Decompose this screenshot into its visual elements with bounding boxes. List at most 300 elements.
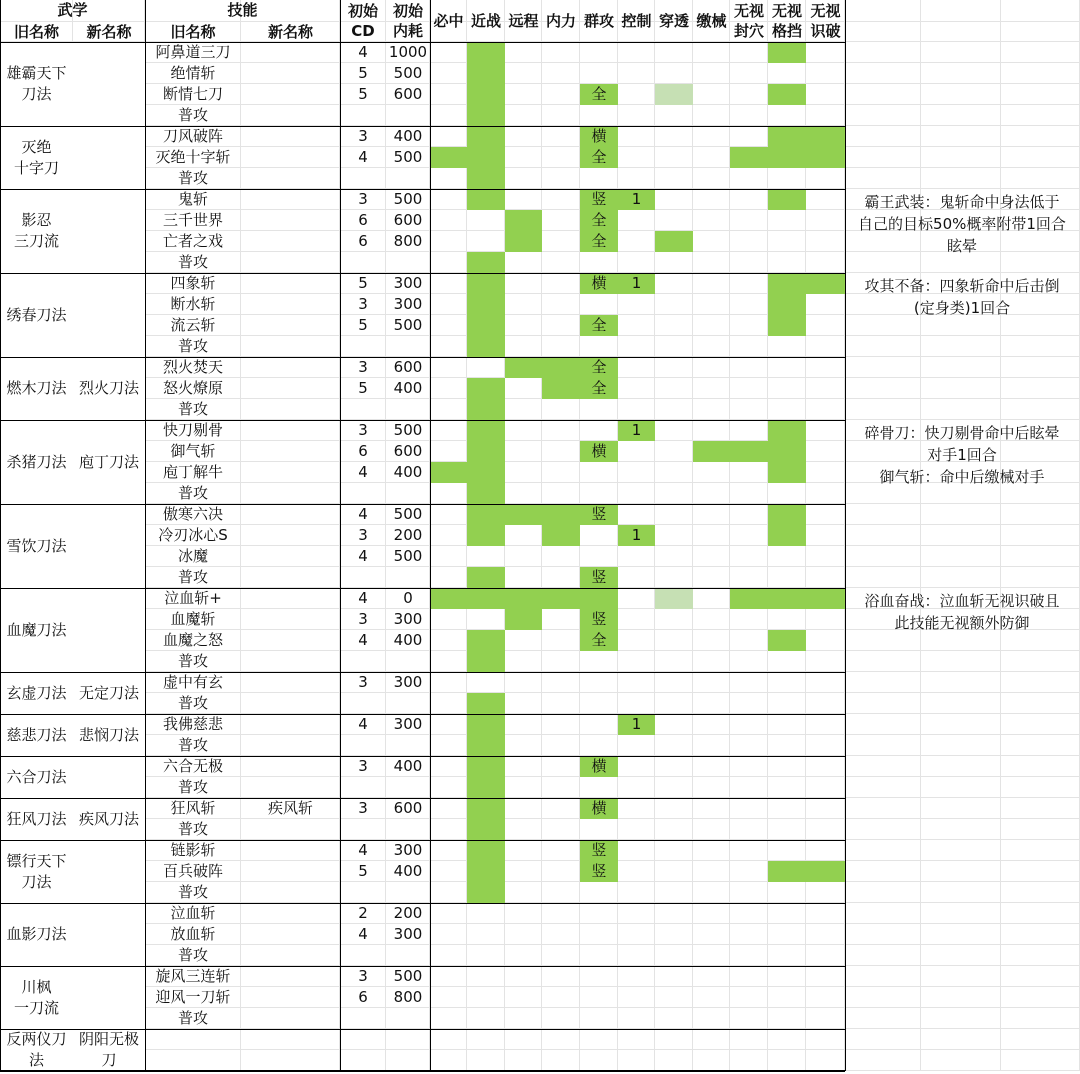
skill-cd: 5 <box>358 85 368 103</box>
flag-cell <box>505 588 542 609</box>
grid-cell <box>1001 378 1080 399</box>
grid-cell <box>655 609 693 630</box>
grid-cell <box>768 105 806 126</box>
grid-cell <box>655 945 693 966</box>
grid-cell <box>768 210 806 231</box>
skill-old-name: 普攻 <box>177 169 208 187</box>
grid-cell <box>693 588 730 609</box>
grid-cell <box>580 462 618 483</box>
grid-cell <box>618 924 655 945</box>
grid-cell <box>618 63 655 84</box>
skill-neihao: 500 <box>393 547 423 565</box>
skill-cd <box>340 945 386 966</box>
flag-cell <box>467 378 505 399</box>
grid-cell <box>542 63 580 84</box>
grid-cell <box>542 924 580 945</box>
skill-new-name <box>241 147 340 168</box>
grid-cell <box>921 567 1001 588</box>
grid-cell <box>1001 63 1080 84</box>
border-line <box>0 798 845 799</box>
header-flag: 远程 <box>508 12 539 30</box>
flag-cell <box>467 861 505 882</box>
martial-new-name <box>73 840 145 903</box>
flag-cell: 竖 <box>580 861 618 882</box>
grid-cell <box>730 420 768 441</box>
flag-cell <box>730 588 768 609</box>
grid-cell <box>768 903 806 924</box>
skill-cd: 6 <box>358 988 368 1006</box>
flag-cell <box>467 882 505 903</box>
grid-cell <box>806 504 845 525</box>
flag-cell <box>467 168 505 189</box>
grid-cell <box>505 63 542 84</box>
skill-cd: 3 <box>358 526 368 544</box>
flag-cell: 竖 <box>580 567 618 588</box>
flag-cell: 全 <box>580 378 618 399</box>
grid-cell <box>618 903 655 924</box>
martial-new-name: 疾风刀法 <box>73 798 145 840</box>
flag-cell <box>542 588 580 609</box>
grid-cell <box>693 126 730 147</box>
grid-cell <box>806 168 845 189</box>
flag-cell <box>542 525 580 546</box>
grid-cell <box>542 861 580 882</box>
grid-cell <box>845 798 921 819</box>
skill-old-name: 阿鼻道三刀 <box>155 43 231 61</box>
skill-old-name: 放血斩 <box>170 925 216 943</box>
grid-cell <box>430 378 467 399</box>
grid-cell <box>1001 84 1080 105</box>
flag-cell <box>467 819 505 840</box>
skill-old-name: 灭绝十字斩 <box>155 148 231 166</box>
grid-cell <box>467 1050 505 1071</box>
grid-cell <box>730 903 768 924</box>
grid-cell <box>1001 819 1080 840</box>
grid-cell <box>768 945 806 966</box>
flag-cell <box>542 357 580 378</box>
grid-cell <box>806 42 845 63</box>
header-flag: 内力 <box>545 12 576 30</box>
grid-cell <box>542 630 580 651</box>
grid-cell <box>430 189 467 210</box>
martial-old-name: 血影刀法 <box>0 903 73 966</box>
grid-cell <box>730 189 768 210</box>
grid-cell <box>1001 840 1080 861</box>
grid-cell <box>921 735 1001 756</box>
skill-old-name: 虚中有玄 <box>162 673 223 691</box>
grid-cell <box>618 147 655 168</box>
skill-new-name <box>241 735 340 756</box>
grid-cell <box>768 777 806 798</box>
skill-new-name <box>241 441 340 462</box>
grid-cell <box>845 378 921 399</box>
grid-cell <box>430 273 467 294</box>
grid-cell <box>693 420 730 441</box>
skill-new-name <box>241 483 340 504</box>
grid-cell <box>430 294 467 315</box>
flag-cell <box>467 504 505 525</box>
skill-cd: 4 <box>358 925 368 943</box>
grid-cell <box>1001 861 1080 882</box>
grid-cell <box>655 777 693 798</box>
grid-cell <box>1001 651 1080 672</box>
flag-cell <box>505 504 542 525</box>
flag-cell <box>768 273 806 294</box>
grid-cell <box>768 567 806 588</box>
grid-cell <box>467 357 505 378</box>
grid-cell <box>618 882 655 903</box>
grid-cell <box>580 399 618 420</box>
skill-old-name: 旋风三连斩 <box>155 967 231 985</box>
grid-cell <box>505 42 542 63</box>
grid-cell <box>730 504 768 525</box>
skill-neihao <box>386 567 430 588</box>
skill-new-name <box>241 525 340 546</box>
skill-neihao: 300 <box>393 673 423 691</box>
grid-cell <box>693 147 730 168</box>
skill-cd: 2 <box>358 904 368 922</box>
skill-cd: 6 <box>358 232 368 250</box>
grid-cell <box>655 189 693 210</box>
grid-cell <box>921 903 1001 924</box>
grid-cell <box>655 1008 693 1029</box>
flag-cell: 全 <box>580 315 618 336</box>
grid-cell <box>921 357 1001 378</box>
martial-old-name: 杀猪刀法 <box>0 420 73 504</box>
grid-cell <box>618 609 655 630</box>
grid-cell <box>655 966 693 987</box>
grid-cell <box>580 420 618 441</box>
flag-cell <box>505 231 542 252</box>
grid-cell <box>467 672 505 693</box>
grid-cell <box>921 987 1001 1008</box>
grid-cell <box>542 252 580 273</box>
skill-old-name: 流云斩 <box>170 316 216 334</box>
skill-old-name: 普攻 <box>177 694 208 712</box>
skill-neihao: 800 <box>393 232 423 250</box>
flag-cell: 横 <box>580 756 618 777</box>
grid-cell <box>693 231 730 252</box>
header-flag: 近战 <box>470 12 501 30</box>
grid-cell <box>730 1008 768 1029</box>
grid-cell <box>542 651 580 672</box>
grid-cell <box>921 882 1001 903</box>
skill-neihao: 400 <box>393 862 423 880</box>
grid-cell <box>430 63 467 84</box>
grid-cell <box>921 22 1001 42</box>
grid-cell <box>845 840 921 861</box>
grid-cell <box>768 63 806 84</box>
martial-old-name: 反两仪刀 法 <box>0 1029 73 1071</box>
grid-cell <box>430 609 467 630</box>
skill-neihao: 500 <box>393 190 423 208</box>
flag-cell <box>768 462 806 483</box>
flag-cell <box>467 336 505 357</box>
skill-new-name <box>241 84 340 105</box>
border-line <box>430 0 431 1071</box>
skill-new-name <box>241 336 340 357</box>
grid-cell <box>845 504 921 525</box>
grid-cell <box>730 756 768 777</box>
grid-cell <box>542 105 580 126</box>
grid-cell <box>693 819 730 840</box>
grid-cell <box>542 462 580 483</box>
skill-neihao <box>386 336 430 357</box>
skill-cd: 3 <box>358 127 368 145</box>
grid-cell <box>542 189 580 210</box>
skill-old-name: 普攻 <box>177 778 208 796</box>
flag-cell: 竖 <box>580 504 618 525</box>
grid-cell <box>806 294 845 315</box>
flag-cell <box>467 105 505 126</box>
skill-old-name: 普攻 <box>177 1009 208 1027</box>
grid-cell <box>768 1050 806 1071</box>
grid-cell <box>580 525 618 546</box>
flag-cell <box>467 777 505 798</box>
grid-cell <box>580 987 618 1008</box>
grid-cell <box>730 210 768 231</box>
grid-cell <box>655 357 693 378</box>
grid-cell <box>580 882 618 903</box>
skill-new-name <box>241 903 340 924</box>
flag-cell <box>806 147 845 168</box>
grid-cell <box>580 105 618 126</box>
skill-new-name <box>241 357 340 378</box>
flag-cell <box>430 588 467 609</box>
martial-new-name: 烈火刀法 <box>73 357 145 420</box>
grid-cell <box>730 882 768 903</box>
border-line <box>0 273 845 274</box>
grid-cell <box>655 798 693 819</box>
grid-cell <box>655 168 693 189</box>
skill-cd <box>340 777 386 798</box>
grid-cell <box>921 504 1001 525</box>
grid-cell <box>618 252 655 273</box>
grid-cell <box>618 735 655 756</box>
grid-cell <box>430 441 467 462</box>
flag-cell <box>768 189 806 210</box>
grid-cell <box>806 1050 845 1071</box>
flag-cell <box>768 525 806 546</box>
skill-cd: 3 <box>358 295 368 313</box>
grid-cell <box>655 315 693 336</box>
grid-cell <box>618 399 655 420</box>
skill-old-name: 断水斩 <box>170 295 216 313</box>
grid-cell <box>430 966 467 987</box>
grid-cell <box>921 63 1001 84</box>
grid-cell <box>430 693 467 714</box>
skill-cd: 3 <box>358 358 368 376</box>
skill-neihao <box>386 483 430 504</box>
grid-cell <box>693 798 730 819</box>
skill-cd: 5 <box>358 274 368 292</box>
grid-cell <box>845 1008 921 1029</box>
grid-cell <box>693 378 730 399</box>
grid-cell <box>655 273 693 294</box>
flag-cell <box>505 210 542 231</box>
grid-cell <box>921 756 1001 777</box>
header-cd: 初始 CD <box>347 2 378 40</box>
skill-neihao: 1000 <box>388 43 428 61</box>
grid-cell <box>806 546 845 567</box>
grid-cell <box>655 819 693 840</box>
grid-cell <box>768 609 806 630</box>
skill-cd: 3 <box>358 610 368 628</box>
flag-cell: 全 <box>580 357 618 378</box>
flag-cell <box>655 588 693 609</box>
skill-new-name <box>241 609 340 630</box>
skill-new-name <box>241 987 340 1008</box>
grid-cell <box>806 399 845 420</box>
skill-old-name <box>145 1050 241 1071</box>
flag-cell: 1 <box>618 420 655 441</box>
grid-cell <box>730 1029 768 1050</box>
grid-cell <box>542 735 580 756</box>
flag-cell <box>730 441 768 462</box>
grid-cell <box>430 504 467 525</box>
border-line <box>0 504 845 505</box>
grid-cell <box>430 861 467 882</box>
martial-old-name: 绣春刀法 <box>0 273 73 357</box>
grid-cell <box>768 378 806 399</box>
grid-cell <box>655 504 693 525</box>
flag-cell: 竖 <box>580 189 618 210</box>
skill-neihao: 300 <box>393 295 423 313</box>
grid-cell <box>693 210 730 231</box>
martial-new-name: 悲悯刀法 <box>73 714 145 756</box>
header-flag: 群攻 <box>583 12 614 30</box>
grid-cell <box>845 819 921 840</box>
skill-old-name: 迎风一刀斩 <box>155 988 231 1006</box>
flag-cell: 全 <box>580 147 618 168</box>
skill-old-name: 傲寒六决 <box>162 505 223 523</box>
grid-cell <box>1001 798 1080 819</box>
border-line <box>0 966 845 967</box>
header-flag: 穿透 <box>658 12 689 30</box>
skill-neihao: 500 <box>393 316 423 334</box>
border-line <box>0 126 845 127</box>
grid-cell <box>1001 42 1080 63</box>
grid-cell <box>1001 126 1080 147</box>
grid-cell <box>768 399 806 420</box>
martial-new-name <box>73 756 145 798</box>
grid-cell <box>693 567 730 588</box>
flag-cell <box>542 378 580 399</box>
flag-cell <box>467 714 505 735</box>
grid-cell <box>845 525 921 546</box>
grid-cell <box>806 315 845 336</box>
grid-cell <box>845 357 921 378</box>
skill-new-name <box>241 378 340 399</box>
skill-cd <box>340 651 386 672</box>
grid-cell <box>505 147 542 168</box>
flag-cell <box>467 651 505 672</box>
grid-cell <box>430 819 467 840</box>
grid-cell <box>921 798 1001 819</box>
grid-cell <box>430 315 467 336</box>
skill-cd: 6 <box>358 211 368 229</box>
grid-cell <box>806 525 845 546</box>
grid-cell <box>921 945 1001 966</box>
grid-cell <box>730 399 768 420</box>
skill-old-name: 泣血斩+ <box>164 589 222 607</box>
grid-cell <box>806 1029 845 1050</box>
skill-old-name: 普攻 <box>177 652 208 670</box>
grid-cell <box>580 714 618 735</box>
grid-cell <box>845 168 921 189</box>
grid-cell <box>430 1008 467 1029</box>
skill-neihao <box>386 105 430 126</box>
grid-cell <box>618 210 655 231</box>
grid-cell <box>730 861 768 882</box>
grid-cell <box>730 924 768 945</box>
skill-new-name <box>241 1029 340 1050</box>
grid-cell <box>806 441 845 462</box>
skill-new-name <box>241 252 340 273</box>
note-line: 碎骨刀：快刀剔骨命中后眩晕 <box>864 424 1060 442</box>
grid-cell <box>1001 357 1080 378</box>
skill-old-name: 普攻 <box>177 820 208 838</box>
skill-cd <box>340 1029 386 1050</box>
skill-new-name <box>241 168 340 189</box>
grid-cell <box>542 840 580 861</box>
grid-cell <box>505 651 542 672</box>
skill-new-name <box>241 105 340 126</box>
flag-cell <box>467 420 505 441</box>
skill-neihao: 800 <box>393 988 423 1006</box>
grid-cell <box>845 63 921 84</box>
grid-cell <box>618 798 655 819</box>
grid-cell <box>730 273 768 294</box>
grid-cell <box>542 294 580 315</box>
martial-old-name: 雄霸天下 刀法 <box>0 42 73 126</box>
grid-cell <box>921 168 1001 189</box>
grid-cell <box>921 861 1001 882</box>
flag-cell <box>467 483 505 504</box>
grid-cell <box>845 987 921 1008</box>
grid-cell <box>806 189 845 210</box>
grid-cell <box>430 42 467 63</box>
skill-new-name <box>241 882 340 903</box>
grid-cell <box>542 882 580 903</box>
grid-cell <box>806 903 845 924</box>
skill-new-name <box>241 504 340 525</box>
grid-cell <box>806 84 845 105</box>
grid-cell <box>655 735 693 756</box>
skill-cd: 3 <box>358 421 368 439</box>
grid-cell <box>655 861 693 882</box>
grid-cell <box>580 693 618 714</box>
skill-cd: 4 <box>358 841 368 859</box>
grid-cell <box>921 378 1001 399</box>
grid-cell <box>768 756 806 777</box>
skill-cd: 3 <box>358 967 368 985</box>
flag-cell <box>505 357 542 378</box>
grid-cell <box>730 252 768 273</box>
border-line <box>0 903 845 904</box>
grid-cell <box>618 483 655 504</box>
grid-cell <box>580 735 618 756</box>
grid-cell <box>845 966 921 987</box>
flag-cell: 1 <box>618 189 655 210</box>
grid-cell <box>730 609 768 630</box>
grid-cell <box>806 798 845 819</box>
grid-cell <box>845 399 921 420</box>
grid-cell <box>768 882 806 903</box>
border-line <box>0 1070 845 1071</box>
skill-cd: 4 <box>358 148 368 166</box>
grid-cell <box>693 252 730 273</box>
